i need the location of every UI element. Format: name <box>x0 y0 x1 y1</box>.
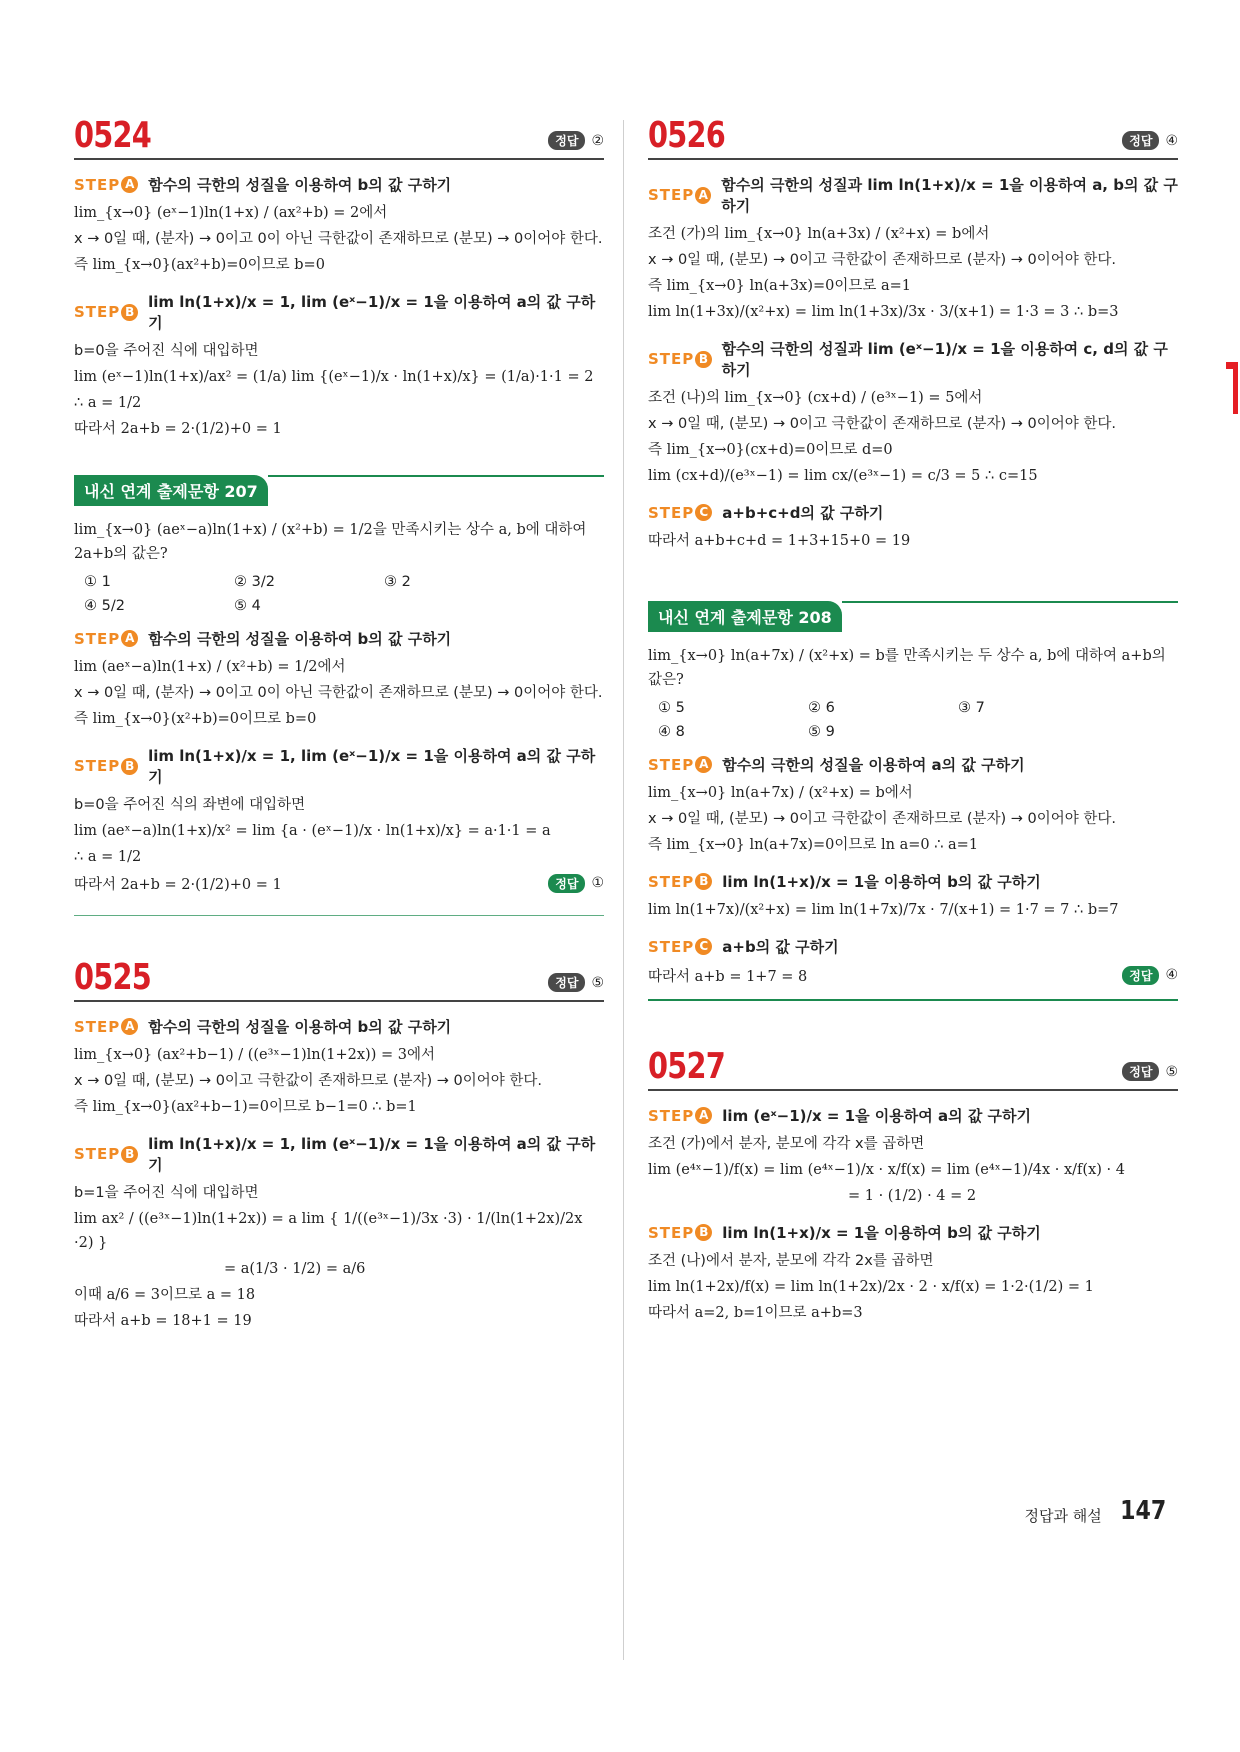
choice: ① 5 <box>658 700 685 716</box>
solution-line: 조건 (나)에서 분자, 분모에 각각 2x를 곱하면 <box>648 1253 934 1269</box>
solution-line: 조건 (가)에서 분자, 분모에 각각 x를 곱하면 <box>648 1136 925 1152</box>
answer-value: ⑤ <box>591 974 604 991</box>
linked-problem-207-header <box>74 475 604 506</box>
answer-badge: 정답 <box>1122 966 1159 985</box>
step-b: STEP B lim ln(1+x)/x = 1, lim (eˣ−1)/x = 1을 이용하여 a의 값 구하기 <box>74 745 604 787</box>
step-a-icon: A <box>695 1107 712 1124</box>
solution-line: = 1 · (1/2) · 4 = 2 <box>848 1188 977 1204</box>
answer-box <box>1122 966 1178 985</box>
step-a: STEP A 함수의 극한의 성질을 이용하여 b의 값 구하기 <box>74 629 452 648</box>
choice: ③ 2 <box>384 574 411 590</box>
choice: ⑤ 9 <box>808 724 835 740</box>
choice: ⑤ 4 <box>234 598 261 614</box>
answer-box <box>548 131 604 150</box>
step-a-icon: A <box>695 187 711 204</box>
step-c-icon: C <box>695 938 712 955</box>
step-b-icon: B <box>695 1224 712 1241</box>
page-footer <box>1025 1496 1171 1526</box>
problem-0526-header <box>648 115 1178 160</box>
step-a: STEP A 함수의 극한의 성질을 이용하여 b의 값 구하기 <box>74 175 452 194</box>
solution-line: b=0을 주어진 식의 좌변에 대입하면 <box>74 797 306 813</box>
step-title: 함수의 극한의 성질과 lim ln(1+x)/x = 1을 이용하여 a, b의 값 구하기 <box>721 176 1178 215</box>
solution-line: 따라서 2a+b = 2·(1/2)+0 = 1 <box>74 877 282 893</box>
step-title: a+b의 값 구하기 <box>722 938 839 956</box>
step-a: STEP A 함수의 극한의 성질과 lim ln(1+x)/x = 1을 이용하여 a, b의 값 구하기 <box>648 176 1178 215</box>
solution-line: lim ln(1+3x)/(x²+x) = lim ln(1+3x)/3x · 3/(x+1) = 1·3 = 3 ∴ b=3 <box>648 304 1119 320</box>
step-title: 함수의 극한의 성질을 이용하여 b의 값 구하기 <box>148 630 452 648</box>
step-b-icon: B <box>121 1146 138 1163</box>
step-title: lim ln(1+x)/x = 1을 이용하여 b의 값 구하기 <box>722 1224 1041 1242</box>
linked-problem-208-header <box>648 601 1178 632</box>
solution-line: lim ln(1+7x)/(x²+x) = lim ln(1+7x)/7x · 7/(x+1) = 1·7 = 7 ∴ b=7 <box>648 902 1119 918</box>
solution-line: x → 0일 때, (분모) → 0이고 극한값이 존재하므로 (분자) → 0이어야 한다. <box>74 1073 543 1089</box>
step-title: lim ln(1+x)/x = 1, lim (eˣ−1)/x = 1을 이용하여 a의 값 구하기 <box>148 1135 596 1174</box>
answer-row <box>648 963 1178 991</box>
solution-line: 이때 a/6 = 3이므로 a = 18 <box>74 1287 256 1303</box>
answer-value: ④ <box>1165 967 1178 983</box>
step-b-icon: B <box>695 873 712 890</box>
problem-0525-header <box>74 957 604 1002</box>
step-title: lim (eˣ−1)/x = 1을 이용하여 a의 값 구하기 <box>722 1107 1032 1125</box>
solution-line: lim (aeˣ−a)ln(1+x) / (x²+b) = 1/2에서 <box>74 659 346 675</box>
step-c: STEP C a+b+c+d의 값 구하기 <box>648 503 884 522</box>
step-c-icon: C <box>695 504 712 521</box>
solution-line: 조건 (가)의 lim_{x→0} ln(a+3x) / (x²+x) = b에서 <box>648 226 990 242</box>
divider <box>842 601 1178 603</box>
answer-value: ⑤ <box>1165 1063 1178 1080</box>
step-b: STEP B lim ln(1+x)/x = 1, lim (eˣ−1)/x = 1을 이용하여 a의 값 구하기 <box>74 1133 604 1175</box>
answer-badge: 정답 <box>1122 1062 1159 1081</box>
problem-number: 0527 <box>648 1046 725 1087</box>
choice: ④ 5/2 <box>84 598 125 614</box>
step-b: STEP B lim ln(1+x)/x = 1을 이용하여 b의 값 구하기 <box>648 872 1041 891</box>
question-text: lim_{x→0} (aeˣ−a)ln(1+x) / (x²+b) = 1/2을 만족시키는 상수 a, b에 대하여 2a+b의 값은? <box>74 522 587 562</box>
solution-line: x → 0일 때, (분자) → 0이고 0이 아닌 극한값이 존재하므로 (분모) → 0이어야 한다. <box>74 685 603 701</box>
solution-line: lim (eˣ−1)ln(1+x)/ax² = (1/a) lim {(eˣ−1)/x · ln(1+x)/x} = (1/a)·1·1 = 2 <box>74 369 594 385</box>
solution-line: x → 0일 때, (분모) → 0이고 극한값이 존재하므로 (분자) → 0이어야 한다. <box>648 811 1117 827</box>
solution-line: 즉 lim_{x→0}(ax²+b)=0이므로 b=0 <box>74 257 325 273</box>
step-a-icon: A <box>695 756 712 773</box>
answer-box <box>1122 131 1178 150</box>
answer-value: ② <box>591 132 604 149</box>
answer-badge: 정답 <box>548 874 585 893</box>
answer-badge: 정답 <box>548 131 585 150</box>
solution-line: lim ax² / ((e³ˣ−1)ln(1+2x)) = a lim { 1/((e³ˣ−1)/3x ·3) · 1/(ln(1+2x)/2x ·2) } <box>74 1211 583 1251</box>
problem-number: 0524 <box>74 115 151 156</box>
solution-line: ∴ a = 1/2 <box>74 395 142 411</box>
solution-line: ∴ a = 1/2 <box>74 849 142 865</box>
solution-line: 즉 lim_{x→0} ln(a+3x)=0이므로 a=1 <box>648 278 912 294</box>
answer-value: ④ <box>1165 132 1178 149</box>
solution-line: lim (e⁴ˣ−1)/f(x) = lim (e⁴ˣ−1)/x · x/f(x) = lim (e⁴ˣ−1)/4x · x/f(x) · 4 <box>648 1162 1125 1178</box>
problem-0527-header <box>648 1046 1178 1091</box>
divider <box>74 915 604 916</box>
step-title: a+b+c+d의 값 구하기 <box>722 504 884 522</box>
solution-line: 즉 lim_{x→0} ln(a+7x)=0이므로 ln a=0 ∴ a=1 <box>648 837 979 853</box>
step-title: lim ln(1+x)/x = 1, lim (eˣ−1)/x = 1을 이용하여 a의 값 구하기 <box>148 747 596 786</box>
step-a: STEP A lim (eˣ−1)/x = 1을 이용하여 a의 값 구하기 <box>648 1106 1032 1125</box>
solution-line: lim ln(1+2x)/f(x) = lim ln(1+2x)/2x · 2 · x/f(x) = 1·2·(1/2) = 1 <box>648 1279 1094 1295</box>
solution-line: 따라서 a=2, b=1이므로 a+b=3 <box>648 1305 863 1321</box>
solution-line: = a(1/3 · 1/2) = a/6 <box>224 1261 366 1277</box>
solution-line: 즉 lim_{x→0}(ax²+b−1)=0이므로 b−1=0 ∴ b=1 <box>74 1099 417 1115</box>
answer-badge: 정답 <box>1122 131 1159 150</box>
step-a-icon: A <box>121 630 138 647</box>
solution-line: x → 0일 때, (분모) → 0이고 극한값이 존재하므로 (분자) → 0이어야 한다. <box>648 416 1117 432</box>
choice: ① 1 <box>84 574 111 590</box>
solution-line: b=0을 주어진 식에 대입하면 <box>74 343 259 359</box>
solution-line: 즉 lim_{x→0}(x²+b)=0이므로 b=0 <box>74 711 317 727</box>
answer-box <box>1122 1062 1178 1081</box>
solution-line: 조건 (나)의 lim_{x→0} (cx+d) / (e³ˣ−1) = 5에서 <box>648 390 983 406</box>
solution-line: 따라서 2a+b = 2·(1/2)+0 = 1 <box>74 421 282 437</box>
step-title: 함수의 극한의 성질을 이용하여 b의 값 구하기 <box>148 1018 452 1036</box>
linked-problem-tag: 내신 연계 출제문항 208 <box>648 601 842 632</box>
step-title: 함수의 극한의 성질을 이용하여 b의 값 구하기 <box>148 176 452 194</box>
step-b-icon: B <box>121 304 138 321</box>
solution-line: 따라서 a+b+c+d = 1+3+15+0 = 19 <box>648 533 911 549</box>
step-a-icon: A <box>121 176 138 193</box>
answer-row <box>74 871 604 899</box>
solution-line: 따라서 a+b = 1+7 = 8 <box>648 969 808 985</box>
choice: ② 6 <box>808 700 835 716</box>
answer-badge: 정답 <box>548 973 585 992</box>
step-title: lim ln(1+x)/x = 1을 이용하여 b의 값 구하기 <box>722 873 1041 891</box>
left-column <box>74 115 604 1335</box>
step-title: lim ln(1+x)/x = 1, lim (eˣ−1)/x = 1을 이용하여 a의 값 구하기 <box>148 293 596 332</box>
choice: ② 3/2 <box>234 574 275 590</box>
step-b: STEP B 함수의 극한의 성질과 lim (eˣ−1)/x = 1을 이용하여 c, d의 값 구하기 <box>648 338 1178 380</box>
divider <box>268 475 604 477</box>
solution-line: lim_{x→0} (ax²+b−1) / ((e³ˣ−1)ln(1+2x)) = 3에서 <box>74 1047 435 1063</box>
solution-line: lim (aeˣ−a)ln(1+x)/x² = lim {a · (eˣ−1)/x · ln(1+x)/x} = a·1·1 = a <box>74 823 551 839</box>
column-divider <box>623 120 624 1660</box>
problem-0524-header <box>74 115 604 160</box>
answer-box <box>548 874 604 893</box>
linked-problem-tag: 내신 연계 출제문항 207 <box>74 475 268 506</box>
problem-number: 0525 <box>74 957 151 998</box>
solution-line: 즉 lim_{x→0}(cx+d)=0이므로 d=0 <box>648 442 893 458</box>
step-a: STEP A 함수의 극한의 성질을 이용하여 a의 값 구하기 <box>648 755 1025 774</box>
right-column <box>648 115 1178 1327</box>
step-b-icon: B <box>695 351 711 368</box>
choice: ③ 7 <box>958 700 985 716</box>
step-c: STEP C a+b의 값 구하기 <box>648 937 839 956</box>
solution-line: x → 0일 때, (분모) → 0이고 극한값이 존재하므로 (분자) → 0이어야 한다. <box>648 252 1117 268</box>
step-a: STEP A 함수의 극한의 성질을 이용하여 b의 값 구하기 <box>74 1017 452 1036</box>
solution-line: lim_{x→0} ln(a+7x) / (x²+x) = b에서 <box>648 785 913 801</box>
chapter-edge-mark <box>1226 362 1238 414</box>
choice: ④ 8 <box>658 724 685 740</box>
step-title: 함수의 극한의 성질을 이용하여 a의 값 구하기 <box>722 756 1025 774</box>
problem-number: 0526 <box>648 115 725 156</box>
solution-line: lim_{x→0} (eˣ−1)ln(1+x) / (ax²+b) = 2에서 <box>74 205 388 221</box>
step-a-icon: A <box>121 1018 138 1035</box>
solution-line: lim (cx+d)/(e³ˣ−1) = lim cx/(e³ˣ−1) = c/3 = 5 ∴ c=15 <box>648 468 1038 484</box>
question-text: lim_{x→0} ln(a+7x) / (x²+x) = b를 만족시키는 두 상수 a, b에 대하여 a+b의 값은? <box>648 648 1166 688</box>
choice-list <box>84 574 604 614</box>
step-title: 함수의 극한의 성질과 lim (eˣ−1)/x = 1을 이용하여 c, d의 값 구하기 <box>721 340 1168 379</box>
footer-text: 정답과 해설 <box>1024 1507 1102 1525</box>
step-b: STEP B lim ln(1+x)/x = 1을 이용하여 b의 값 구하기 <box>648 1223 1041 1242</box>
choice-list <box>658 700 1178 740</box>
step-b: STEP B lim ln(1+x)/x = 1, lim (eˣ−1)/x = 1을 이용하여 a의 값 구하기 <box>74 291 604 333</box>
page-number: 147 <box>1119 1496 1166 1526</box>
step-b-icon: B <box>121 758 138 775</box>
solution-line: b=1을 주어진 식에 대입하면 <box>74 1185 259 1201</box>
answer-box <box>548 973 604 992</box>
solution-line: 따라서 a+b = 18+1 = 19 <box>74 1313 252 1329</box>
answer-value: ① <box>591 875 604 891</box>
solution-line: x → 0일 때, (분자) → 0이고 0이 아닌 극한값이 존재하므로 (분모) → 0이어야 한다. <box>74 231 603 247</box>
